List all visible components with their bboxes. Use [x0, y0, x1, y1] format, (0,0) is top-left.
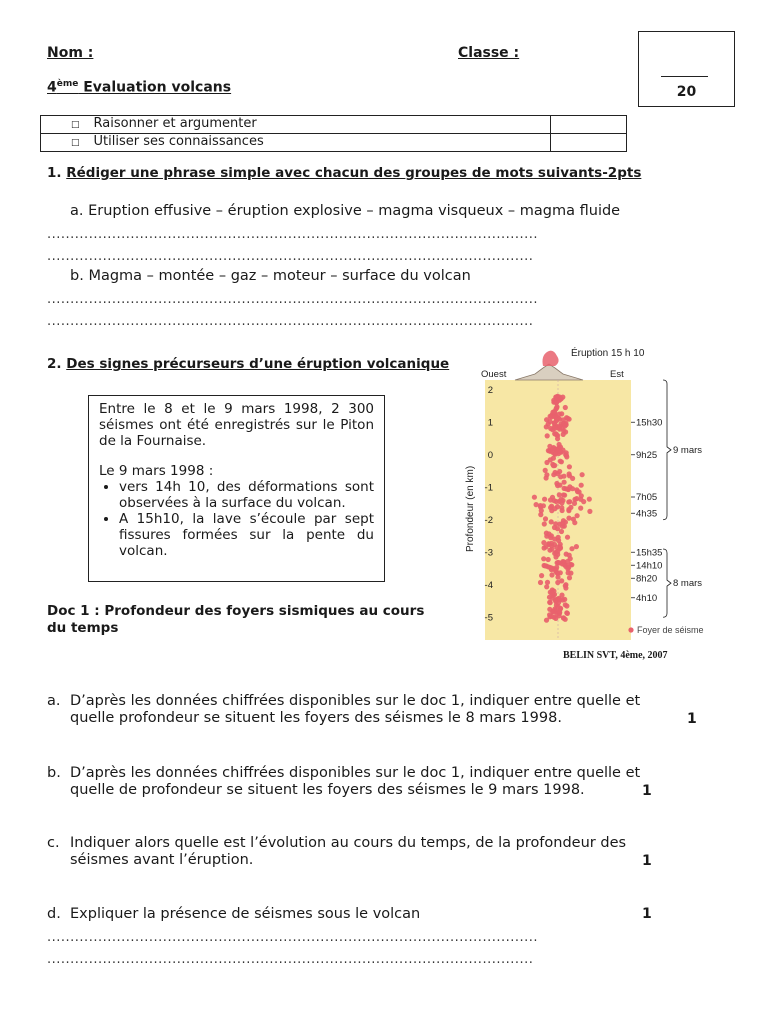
skill-row: [41, 134, 627, 152]
y-tick-label: 1: [487, 417, 493, 429]
seismic-point: [564, 453, 569, 458]
question-letter: b.: [47, 765, 61, 781]
skill-score-cell: [551, 134, 627, 152]
info-box: [88, 395, 385, 582]
question-points: 1: [642, 783, 652, 799]
seismic-point: [545, 433, 550, 438]
seismic-point: [567, 464, 572, 469]
time-mark-label: 15h35: [636, 547, 663, 559]
seismic-point: [560, 521, 565, 526]
seismic-point: [557, 546, 562, 551]
seismic-point: [587, 497, 592, 502]
skills-table: [40, 115, 627, 152]
seismic-point: [551, 472, 556, 477]
classe-label: Classe :: [458, 45, 520, 61]
question-text: D’après les données chiffrées disponibles sur le doc 1, indiquer entre quelle et quelle profondeur se situent les foyers des séismes le 8 mars 1998.: [70, 693, 641, 726]
seismic-point: [559, 396, 564, 401]
seismic-point: [544, 475, 549, 480]
seismic-point: [551, 609, 556, 614]
seismic-point: [578, 506, 583, 511]
seismic-point: [539, 573, 544, 578]
seismic-point: [549, 414, 554, 419]
west-label: Ouest: [481, 369, 507, 380]
seismic-point: [561, 417, 566, 422]
score-total: 20: [676, 84, 697, 100]
seismic-point: [549, 519, 554, 524]
seismic-point: [562, 480, 567, 485]
seismic-point: [549, 572, 554, 577]
answer-line[interactable]: .........................................................................................................: [47, 314, 534, 329]
seismic-point: [571, 517, 576, 522]
seismic-point: [550, 410, 555, 415]
seismic-point: [552, 506, 557, 511]
seismic-point: [567, 499, 572, 504]
section1-number: 1.: [47, 165, 62, 181]
question-points: 1: [642, 853, 652, 869]
seismic-point: [567, 575, 572, 580]
eruption-plume-icon: [543, 351, 559, 366]
section1-title-text: Rédiger une phrase simple avec chacun des groupes de mots suivants-2pts: [66, 165, 642, 181]
seismic-point: [541, 556, 546, 561]
title-prefix: 4: [47, 79, 57, 96]
section2-title: [47, 356, 449, 372]
info-paragraph: Entre le 8 et le 9 mars 1998, 2 300 séismes ont été enregistrés sur le Piton de la Fournaise.: [99, 401, 374, 449]
seismic-point: [566, 516, 571, 521]
seismic-point: [552, 542, 557, 547]
question-points: 1: [687, 711, 697, 727]
seismic-point: [557, 424, 562, 429]
time-mark-label: 7h05: [636, 492, 658, 503]
seismic-point: [552, 498, 557, 503]
doc-title: Doc 1 : Profondeur des foyers sismiques au cours du temps: [47, 603, 425, 636]
question-letter: d.: [47, 906, 61, 922]
time-mark-label: 9h25: [636, 449, 658, 461]
legend-label: Foyer de séisme: [637, 625, 704, 635]
question-c: [47, 835, 707, 869]
seismic-point: [557, 469, 562, 474]
seismic-point: [563, 585, 568, 590]
seismic-point: [565, 559, 570, 564]
section2-number: 2.: [47, 356, 62, 372]
nom-label: Nom :: [47, 45, 94, 61]
seismic-point: [538, 580, 543, 585]
seismic-point: [544, 460, 549, 465]
seismic-point: [554, 404, 559, 409]
seismic-point: [561, 474, 566, 479]
section1-title: [47, 165, 641, 181]
seismic-point: [542, 497, 547, 502]
question-letter: c.: [47, 835, 60, 851]
seismic-point: [547, 548, 552, 553]
answer-line[interactable]: .........................................................................................................: [47, 249, 534, 264]
skill-label: Utiliser ses connaissances: [93, 134, 264, 149]
seismic-point: [539, 508, 544, 513]
item-text: Magma – montée – gaz – moteur – surface du volcan: [88, 268, 471, 284]
seismic-point: [577, 489, 582, 494]
skill-score-cell: [551, 116, 627, 134]
volcano-icon: [515, 364, 583, 380]
seismic-point: [554, 432, 559, 437]
skill-label: Raisonner et argumenter: [93, 116, 257, 131]
y-tick-label: -4: [484, 579, 493, 591]
seismic-point: [534, 502, 539, 507]
question-text: Expliquer la présence de séismes sous le volcan: [70, 906, 421, 922]
seismic-point: [559, 578, 564, 583]
seismic-point: [572, 501, 577, 506]
time-mark-label: 4h35: [636, 508, 658, 520]
question-letter: a.: [47, 693, 61, 709]
skill-row: [41, 116, 627, 134]
seismic-point: [564, 610, 569, 615]
answer-line[interactable]: ..........................................................................................................: [47, 227, 539, 242]
date-brace: [663, 380, 671, 520]
answer-line[interactable]: ..........................................................................................................: [47, 292, 539, 307]
seismic-point: [560, 508, 565, 513]
y-tick-label: -1: [484, 482, 493, 494]
y-axis-label: Profondeur (en km): [465, 465, 476, 552]
seismic-point: [569, 546, 574, 551]
info-bullets: [99, 479, 374, 559]
seismic-point: [548, 600, 553, 605]
seismic-point: [570, 476, 575, 481]
section1-item-a: [70, 203, 620, 219]
seismic-point: [578, 497, 583, 502]
seismic-point: [567, 553, 572, 558]
seismic-point: [552, 426, 557, 431]
question-points: 1: [642, 906, 652, 922]
question-text: D’après les données chiffrées disponibles sur le doc 1, indiquer entre quelle et quelle de profondeur se situent les foyers des séismes le 9 mars 1998.: [70, 765, 641, 798]
seismic-point: [553, 452, 558, 457]
seismic-point: [555, 575, 560, 580]
question-b: [47, 765, 707, 799]
credit: BELIN SVT, 4ème, 2007: [563, 650, 668, 661]
seismic-point: [558, 459, 563, 464]
info-date: Le 9 mars 1998 :: [99, 463, 214, 479]
answer-line[interactable]: ..........................................................................................................: [47, 930, 539, 945]
seismic-point: [542, 545, 547, 550]
seismic-point: [551, 463, 556, 468]
seismic-point: [559, 500, 564, 505]
checkbox-square-icon: □: [71, 138, 80, 148]
item-letter: a.: [70, 203, 84, 219]
seismic-point: [568, 571, 573, 576]
y-tick-label: -5: [484, 612, 493, 624]
seismic-point: [557, 448, 562, 453]
seismic-point: [555, 526, 560, 531]
seismic-point: [532, 495, 537, 500]
seismic-point: [542, 521, 547, 526]
section2-title-text: Des signes précurseurs d’une éruption volcanique: [66, 356, 450, 372]
y-tick-label: 2: [487, 384, 493, 396]
seismic-point: [553, 550, 558, 555]
question-d: [47, 906, 707, 923]
date-group-label: 9 mars: [673, 444, 703, 456]
date-brace: [663, 549, 671, 617]
seismic-point: [554, 565, 559, 570]
section1-item-b: [70, 268, 471, 284]
question-text: Indiquer alors quelle est l’évolution au cours du temps, de la profondeur des séismes avant l’éruption.: [70, 835, 627, 868]
date-group-label: 8 mars: [673, 578, 703, 590]
east-label: Est: [610, 369, 624, 380]
legend-dot: [628, 627, 633, 632]
seismic-point: [555, 483, 560, 488]
seismic-point: [544, 417, 549, 422]
time-mark-label: 8h20: [636, 573, 658, 585]
time-marks: [631, 417, 662, 604]
date-groups: [663, 380, 702, 617]
seismic-point: [567, 484, 572, 489]
seismic-point: [557, 613, 562, 618]
item-text: Eruption effusive – éruption explosive – magma visqueux – magma fluide: [88, 203, 621, 219]
seismic-point: [562, 424, 567, 429]
question-a: [47, 693, 707, 727]
seismic-point: [543, 563, 548, 568]
seismic-point: [565, 535, 570, 540]
seismic-point: [579, 483, 584, 488]
title-sup: ème: [56, 79, 79, 89]
page-title: [47, 79, 231, 96]
seismic-point: [549, 533, 554, 538]
time-mark-label: 4h10: [636, 592, 658, 604]
seismic-depth-chart: [455, 340, 715, 645]
time-mark-label: 15h30: [636, 417, 663, 429]
seismic-point: [545, 580, 550, 585]
seismic-point: [565, 566, 570, 571]
seismic-point: [541, 540, 546, 545]
seismic-point: [555, 560, 560, 565]
time-mark-label: 14h10: [636, 560, 663, 572]
title-rest: Evaluation volcans: [78, 79, 232, 96]
score-line: [661, 76, 708, 77]
seismic-point: [563, 405, 568, 410]
seismic-point: [564, 603, 569, 608]
y-tick-label: -3: [484, 547, 493, 559]
y-tick-label: -2: [484, 514, 493, 526]
seismic-point: [538, 503, 543, 508]
seismic-point: [567, 417, 572, 422]
seismic-point: [561, 492, 566, 497]
chart-title: Éruption 15 h 10: [571, 348, 645, 359]
seismic-point: [543, 516, 548, 521]
answer-line[interactable]: .........................................................................................................: [47, 952, 534, 967]
seismic-point: [561, 432, 566, 437]
info-bullet: • vers 14h 10, des déformations sont observées à la surface du volcan.: [119, 479, 374, 511]
seismic-point: [546, 557, 551, 562]
seismic-point: [566, 507, 571, 512]
item-letter: b.: [70, 268, 84, 284]
checkbox-square-icon: □: [71, 120, 80, 130]
seismic-point: [544, 584, 549, 589]
seismic-point: [557, 597, 562, 602]
seismic-point: [549, 591, 554, 596]
seismic-point: [556, 535, 561, 540]
seismic-point: [587, 509, 592, 514]
seismic-point: [549, 614, 554, 619]
seismic-point: [580, 472, 585, 477]
seismic-point: [554, 417, 559, 422]
y-tick-label: 0: [487, 449, 493, 461]
info-bullet: • A 15h10, la lave s’écoule par sept fissures formées sur la pente du volcan.: [119, 511, 374, 559]
